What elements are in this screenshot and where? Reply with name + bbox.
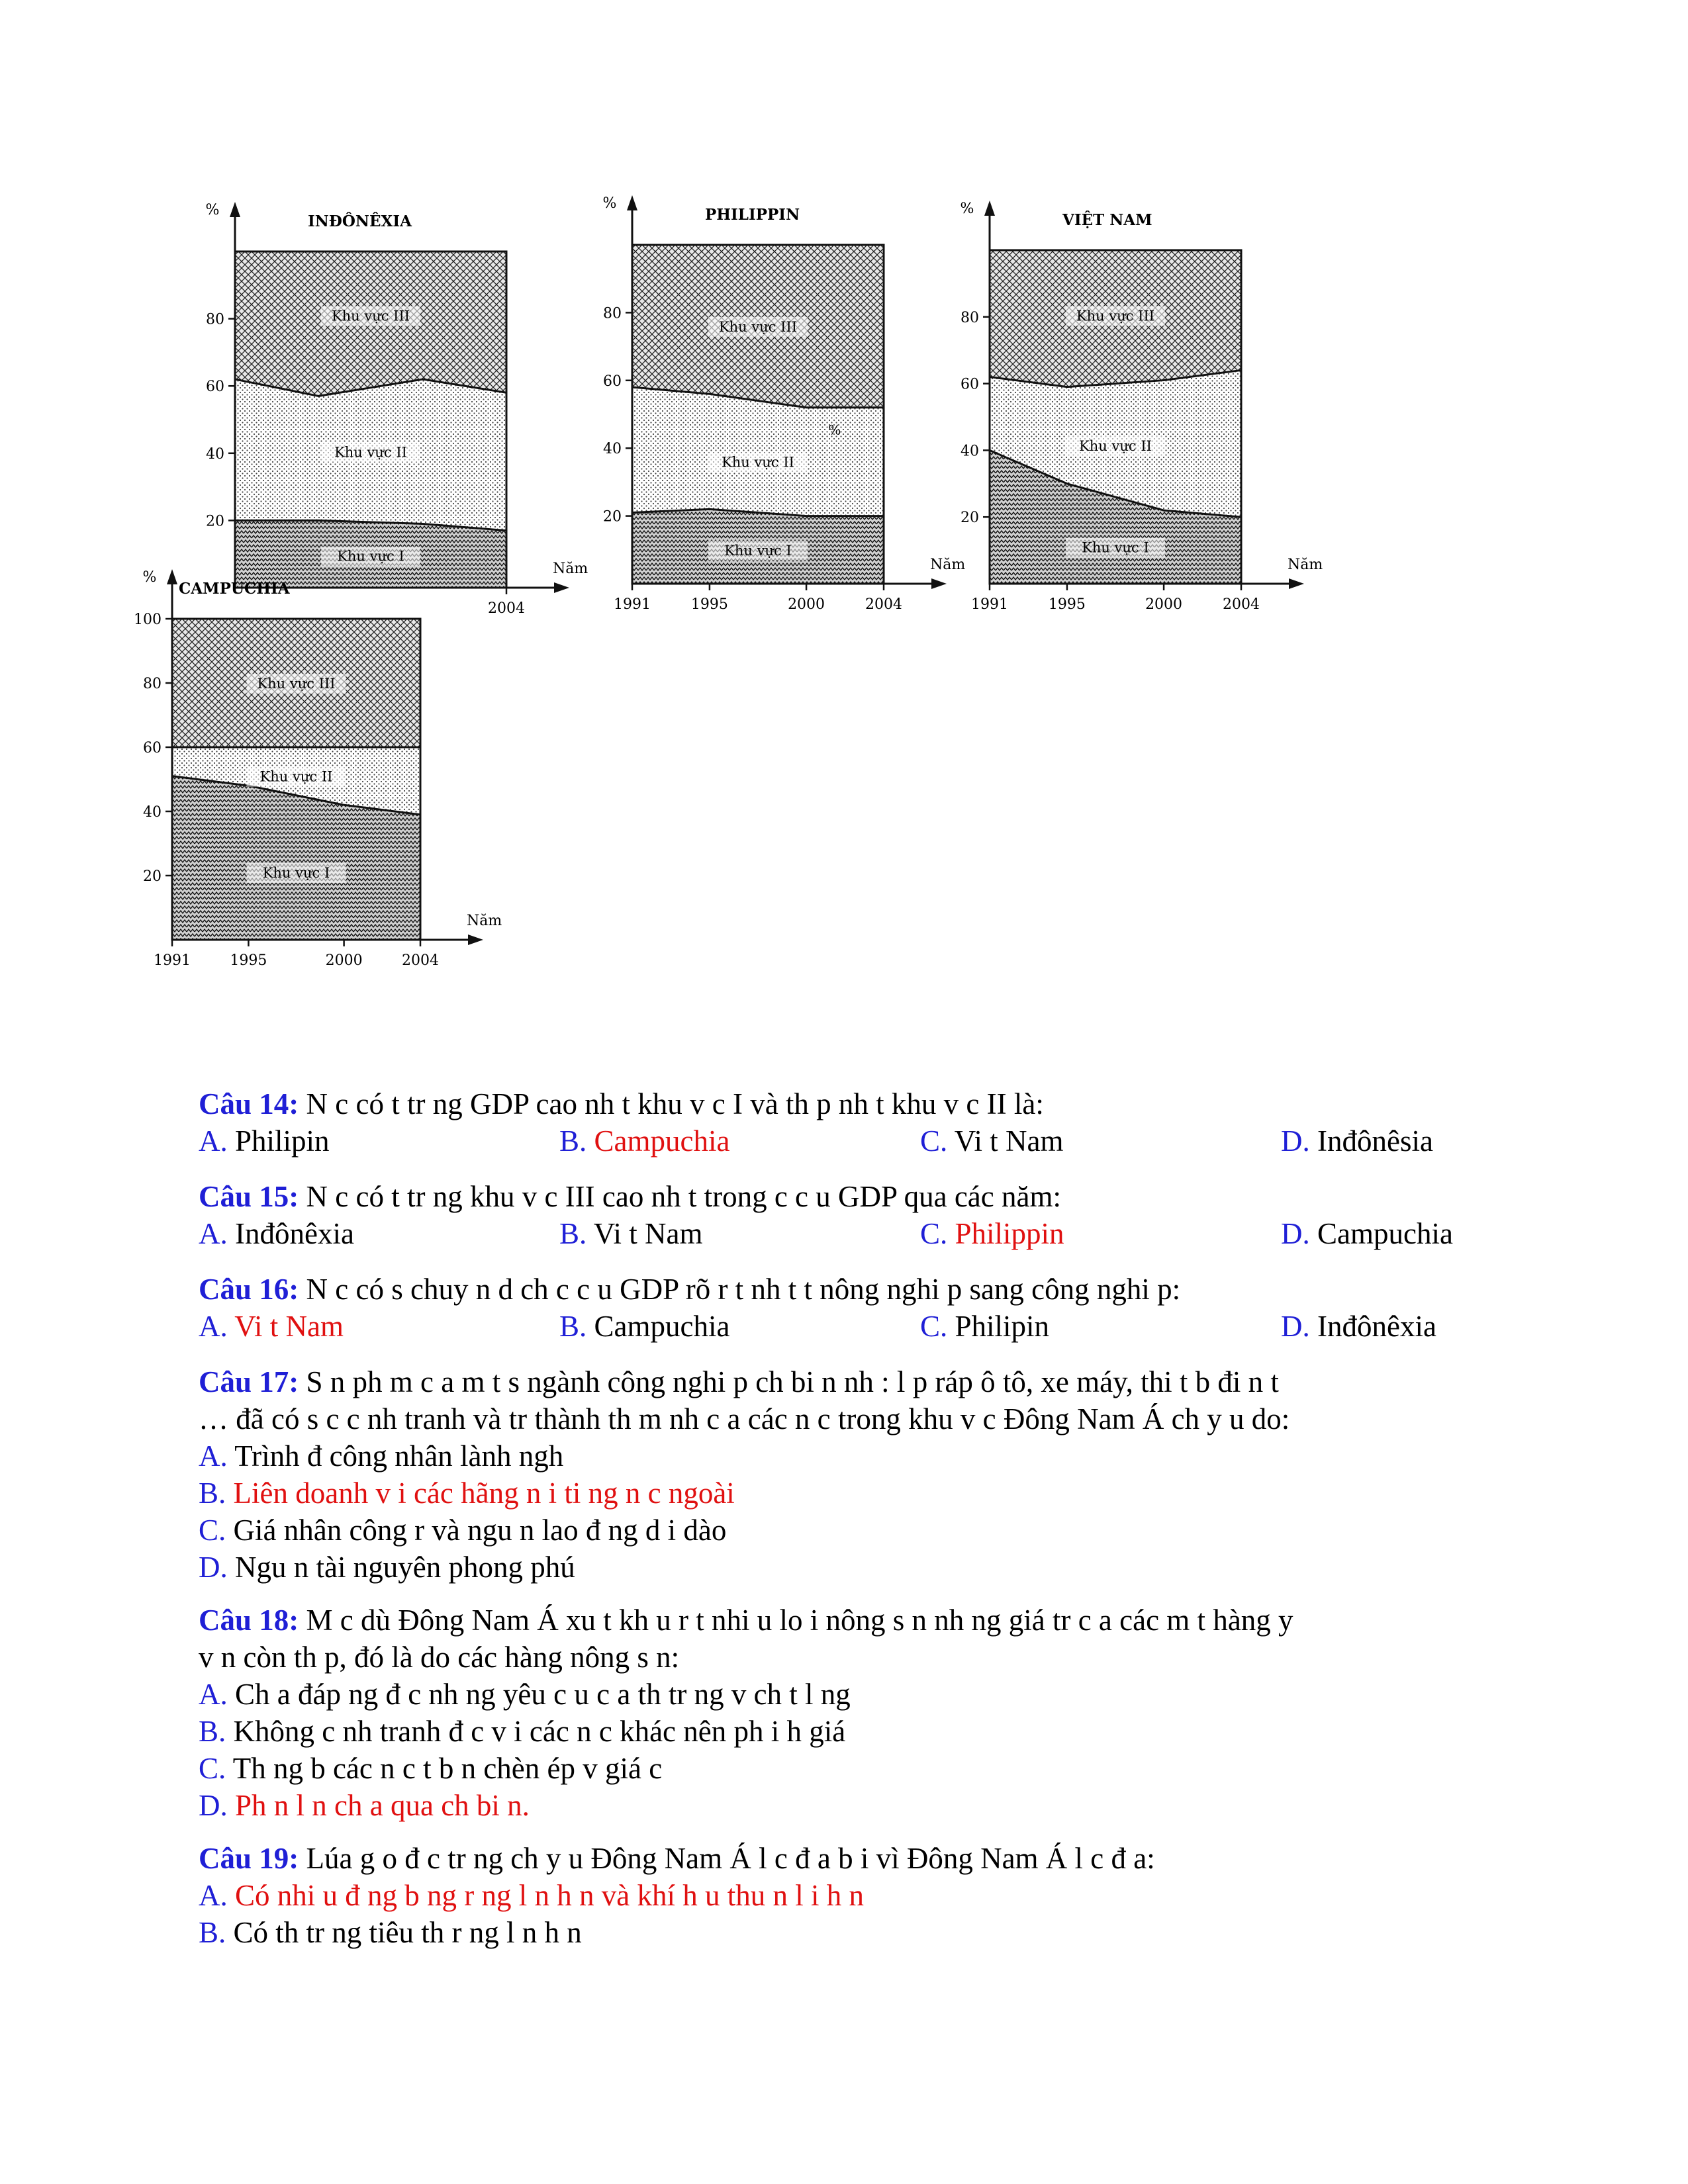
answer-a[interactable] bbox=[199, 1437, 1289, 1475]
x-tick-label: 2004 bbox=[1223, 596, 1260, 613]
sector-label: Khu vực II bbox=[722, 454, 794, 471]
sector-label: Khu vực III bbox=[718, 318, 798, 335]
question-label: Câu 19: bbox=[199, 1842, 299, 1875]
answer-text: Philipin bbox=[955, 1310, 1050, 1343]
question-stem: S n ph m c a m t s ngành công nghi p ch bi n nh : l p ráp ô tô, xe máy, thi t b đi n t bbox=[306, 1365, 1279, 1398]
y-axis-label: % bbox=[205, 202, 220, 218]
answer-text: Ngu n tài nguyên phong phú bbox=[235, 1551, 575, 1584]
y-axis-label: % bbox=[602, 195, 617, 212]
answer-c[interactable] bbox=[920, 1308, 1049, 1345]
sector-label: Khu vực III bbox=[1076, 308, 1155, 324]
answer-a[interactable] bbox=[199, 1676, 1293, 1713]
sector-label: Khu vực III bbox=[331, 308, 410, 324]
answer-d[interactable] bbox=[199, 1549, 1289, 1586]
question-text bbox=[199, 1085, 1044, 1122]
y-tick-label: 20 bbox=[603, 508, 622, 525]
chart-title: VIỆT NAM bbox=[1062, 211, 1152, 229]
x-tick-label: 2004 bbox=[402, 952, 439, 969]
answer-a[interactable] bbox=[199, 1308, 344, 1345]
question-14 bbox=[199, 1085, 1433, 1160]
question-text bbox=[199, 1178, 1061, 1215]
x-tick-label: 2000 bbox=[788, 596, 825, 613]
answer-text-correct: Campuchia bbox=[594, 1124, 730, 1158]
y-tick-label: 60 bbox=[603, 373, 622, 390]
chart-title: PHILIPPIN bbox=[705, 206, 800, 224]
y-tick-label: 40 bbox=[206, 445, 224, 463]
question-label: Câu 18: bbox=[199, 1604, 299, 1637]
x-axis-arrow bbox=[554, 582, 569, 593]
question-19 bbox=[199, 1840, 1155, 1951]
sector-label: Khu vực I bbox=[724, 542, 792, 559]
y-axis-label: % bbox=[142, 569, 157, 586]
question-stem: N c có t tr ng GDP cao nh t khu v c I và th p nh t khu v c II là: bbox=[306, 1087, 1044, 1120]
chart-vietnam bbox=[940, 192, 1323, 642]
x-axis-label: Năm bbox=[1288, 557, 1323, 573]
answer-letter: A. bbox=[199, 1879, 228, 1912]
question-text bbox=[199, 1271, 1180, 1308]
answer-letter: A. bbox=[199, 1310, 228, 1343]
question-text bbox=[199, 1602, 1293, 1639]
y-axis-label: % bbox=[960, 201, 974, 217]
x-axis-arrow bbox=[1289, 578, 1304, 589]
y-axis-arrow bbox=[627, 195, 637, 210]
answer-d[interactable] bbox=[1281, 1122, 1433, 1160]
y-tick-label: 60 bbox=[143, 740, 162, 756]
answer-text: Inđônêsia bbox=[1317, 1124, 1433, 1158]
answer-row bbox=[199, 1308, 1436, 1345]
answer-text-correct: Ph n l n ch a qua ch bi n. bbox=[235, 1789, 530, 1822]
answer-b[interactable] bbox=[199, 1914, 1155, 1951]
answer-letter: A. bbox=[199, 1439, 228, 1473]
question-label: Câu 17: bbox=[199, 1365, 299, 1398]
answer-text: Philipin bbox=[235, 1124, 330, 1158]
answer-d[interactable] bbox=[1281, 1215, 1453, 1252]
x-tick-label: 2000 bbox=[1145, 596, 1183, 613]
x-tick-label: 1995 bbox=[1048, 596, 1086, 613]
question-15 bbox=[199, 1178, 1453, 1252]
y-tick-label: 40 bbox=[603, 441, 622, 458]
y-axis-arrow bbox=[984, 201, 995, 216]
answer-text: Th ng b các n c t b n chèn ép v giá c bbox=[232, 1752, 663, 1785]
question-18 bbox=[199, 1602, 1293, 1824]
chart-philippin bbox=[583, 192, 966, 642]
sector-label: Khu vực II bbox=[334, 444, 407, 461]
answer-letter: A. bbox=[199, 1678, 228, 1711]
question-text bbox=[199, 1363, 1289, 1400]
answer-text: Vi t Nam bbox=[593, 1217, 703, 1250]
answer-text: Campuchia bbox=[594, 1310, 730, 1343]
answer-a[interactable] bbox=[199, 1215, 354, 1252]
answer-row bbox=[199, 1122, 1433, 1160]
answer-c[interactable] bbox=[199, 1512, 1289, 1549]
y-tick-label: 20 bbox=[961, 510, 979, 527]
answer-b[interactable] bbox=[559, 1215, 702, 1252]
question-stem: Lúa g o đ c tr ng ch y u Đông Nam Á l c đ a b i vì Đông Nam Á l c đ a: bbox=[306, 1842, 1155, 1875]
answer-text: Có th tr ng tiêu th r ng l n h n bbox=[233, 1916, 582, 1949]
answer-b[interactable] bbox=[199, 1475, 1289, 1512]
answer-letter: D. bbox=[1281, 1217, 1310, 1250]
y-tick-label: 80 bbox=[143, 676, 162, 692]
answer-text: Inđônêxia bbox=[1317, 1310, 1436, 1343]
question-stem: M c dù Đông Nam Á xu t kh u r t nhi u lo i nông s n nh ng giá tr c a các m t hàng y bbox=[306, 1604, 1293, 1637]
answer-letter: C. bbox=[920, 1310, 948, 1343]
annotation-mark: % bbox=[828, 422, 841, 438]
answer-letter: D. bbox=[199, 1551, 228, 1584]
x-tick-label: 2004 bbox=[488, 600, 525, 617]
answer-text: Inđônêxia bbox=[235, 1217, 354, 1250]
answer-letter: D. bbox=[199, 1789, 228, 1822]
question-label: Câu 16: bbox=[199, 1273, 299, 1306]
x-tick-label: 1995 bbox=[230, 952, 267, 969]
chart-title: CAMPUCHIA bbox=[179, 580, 290, 598]
sector-label: Khu vực II bbox=[1079, 437, 1152, 454]
answer-letter: B. bbox=[559, 1310, 587, 1343]
question-stem-line-2: v n còn th p, đó là do các hàng nông s n: bbox=[199, 1641, 680, 1674]
answer-text: Giá nhân công r và ngu n lao đ ng d i dào bbox=[233, 1514, 727, 1547]
answer-d[interactable] bbox=[1281, 1308, 1436, 1345]
x-tick-label: 2004 bbox=[865, 596, 902, 613]
answer-letter: B. bbox=[199, 1477, 226, 1510]
answer-letter: A. bbox=[199, 1124, 228, 1158]
answer-letter: D. bbox=[1281, 1310, 1310, 1343]
question-stem: N c có t tr ng khu v c III cao nh t trong c c u GDP qua các năm: bbox=[306, 1180, 1061, 1213]
y-tick-label: 80 bbox=[206, 311, 224, 328]
y-tick-label: 60 bbox=[206, 379, 224, 396]
chart-title: INĐÔNÊXIA bbox=[308, 212, 412, 230]
answer-letter: C. bbox=[199, 1752, 226, 1785]
sector-label: Khu vực I bbox=[1082, 539, 1149, 556]
answer-letter: B. bbox=[559, 1217, 587, 1250]
question-label: Câu 14: bbox=[199, 1087, 299, 1120]
answer-text-correct: Liên doanh v i các hãng n i ti ng n c ngoài bbox=[233, 1477, 735, 1510]
answer-d[interactable] bbox=[199, 1787, 1293, 1824]
question-17 bbox=[199, 1363, 1289, 1586]
y-tick-label: 20 bbox=[143, 868, 162, 885]
question-stem-line-2: … đã có s c c nh tranh và tr thành th m nh c a các n c trong khu v c Đông Nam Á ch y u do: bbox=[199, 1402, 1290, 1435]
y-tick-label: 100 bbox=[134, 612, 162, 628]
answer-text-correct: Vi t Nam bbox=[234, 1310, 344, 1343]
answer-letter: C. bbox=[920, 1217, 948, 1250]
chart-campuchia bbox=[134, 563, 510, 993]
answer-text: Ch a đáp ng đ c nh ng yêu c u c a th tr ng v ch t l ng bbox=[235, 1678, 851, 1711]
answer-b[interactable] bbox=[559, 1308, 729, 1345]
answer-text: Vi t Nam bbox=[954, 1124, 1064, 1158]
answer-text: Không c nh tranh đ c v i các n c khác nên ph i h giá bbox=[233, 1715, 846, 1748]
answer-text-correct: Có nhi u đ ng b ng r ng l n h n và khí h u thu n l i h n bbox=[235, 1879, 864, 1912]
x-axis-label: Năm bbox=[467, 913, 502, 929]
answer-a[interactable] bbox=[199, 1877, 1155, 1914]
sector-label: Khu vực II bbox=[259, 768, 333, 785]
answer-b[interactable] bbox=[559, 1122, 729, 1160]
answer-text-correct: Philippin bbox=[955, 1217, 1064, 1250]
answer-c[interactable] bbox=[920, 1122, 1063, 1160]
x-axis-label: Năm bbox=[930, 557, 966, 573]
y-tick-label: 80 bbox=[603, 305, 622, 322]
answer-a[interactable] bbox=[199, 1122, 330, 1160]
x-tick-label: 1991 bbox=[971, 596, 1008, 613]
y-tick-label: 20 bbox=[206, 513, 224, 530]
y-tick-label: 80 bbox=[961, 309, 979, 326]
question-label: Câu 15: bbox=[199, 1180, 299, 1213]
x-axis-label: Năm bbox=[553, 561, 588, 577]
question-text bbox=[199, 1840, 1155, 1877]
x-axis-arrow bbox=[468, 934, 483, 945]
answer-c[interactable] bbox=[920, 1215, 1064, 1252]
x-tick-label: 2000 bbox=[325, 952, 363, 969]
y-tick-label: 40 bbox=[143, 804, 162, 821]
question-16 bbox=[199, 1271, 1436, 1345]
y-axis-arrow bbox=[167, 569, 177, 584]
answer-letter: B. bbox=[559, 1124, 587, 1158]
answer-letter: B. bbox=[199, 1715, 226, 1748]
answer-letter: D. bbox=[1281, 1124, 1310, 1158]
x-tick-label: 1995 bbox=[690, 596, 728, 613]
question-stem: N c có s chuy n d ch c c u GDP rõ r t nh t t nông nghi p sang công nghi p: bbox=[306, 1273, 1181, 1306]
answer-letter: C. bbox=[920, 1124, 948, 1158]
answer-letter: A. bbox=[199, 1217, 228, 1250]
y-tick-label: 40 bbox=[961, 443, 979, 460]
x-tick-label: 1991 bbox=[614, 596, 651, 613]
answer-text: Trình đ công nhân lành ngh bbox=[234, 1439, 564, 1473]
sector-label: Khu vực I bbox=[262, 865, 330, 882]
sector-label: Khu vực I bbox=[337, 548, 404, 565]
answer-letter: B. bbox=[199, 1916, 226, 1949]
answer-b[interactable] bbox=[199, 1713, 1293, 1750]
answer-row bbox=[199, 1215, 1453, 1252]
answer-text: Campuchia bbox=[1317, 1217, 1453, 1250]
y-axis-arrow bbox=[230, 202, 240, 217]
x-tick-label: 1991 bbox=[154, 952, 191, 969]
sector-label: Khu vực III bbox=[257, 676, 336, 692]
answer-letter: C. bbox=[199, 1514, 226, 1547]
y-tick-label: 60 bbox=[961, 376, 979, 393]
answer-c[interactable] bbox=[199, 1750, 1293, 1787]
